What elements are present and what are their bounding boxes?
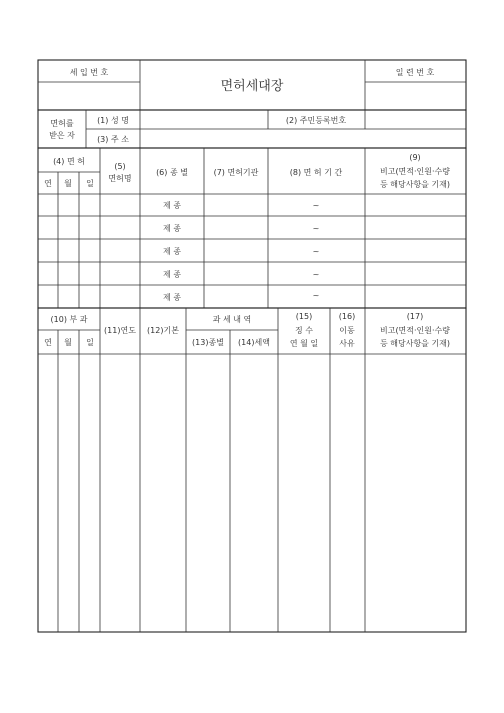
tax-table bbox=[38, 308, 466, 632]
tax-table-frame bbox=[38, 308, 466, 632]
address-field[interactable] bbox=[140, 129, 466, 148]
license-row-period-separator: ~ bbox=[312, 201, 320, 210]
collection-header-line2: 연 월 일 bbox=[289, 339, 319, 348]
licensee-section bbox=[38, 110, 466, 148]
license-table bbox=[38, 148, 466, 308]
levy-month-header: 월 bbox=[64, 338, 72, 347]
collection-header-no: (15) bbox=[295, 312, 313, 321]
resident-number-field[interactable] bbox=[365, 110, 466, 129]
levy-header: (10) 부 과 bbox=[50, 315, 88, 324]
license-remark-header-no: (9) bbox=[409, 153, 421, 162]
tax-remark-header-line2: 등 해당사항을 기재) bbox=[379, 339, 451, 348]
license-remark-header-line1: 비고(면적·인원·수량 bbox=[379, 167, 451, 176]
form-title: 면허세대장 bbox=[220, 79, 284, 94]
header-section bbox=[38, 60, 466, 110]
resident-number-label: (2) 주민등록번호 bbox=[285, 116, 347, 125]
license-date-header: (4) 면 허 bbox=[53, 157, 85, 166]
license-name-header-no: (5) bbox=[114, 162, 126, 171]
license-row-period-separator: ~ bbox=[312, 247, 320, 256]
license-period-header: (8) 면 허 기 간 bbox=[289, 168, 343, 177]
license-name-header: 면허명 bbox=[108, 174, 132, 183]
license-row-kind: 제 종 bbox=[163, 247, 181, 256]
license-org-header: (7) 면허기관 bbox=[213, 168, 259, 177]
license-row-kind: 제 종 bbox=[163, 270, 181, 279]
collection-header-line1: 징 수 bbox=[295, 326, 313, 335]
license-month-header: 월 bbox=[64, 179, 72, 188]
license-row-period-separator: ~ bbox=[312, 224, 320, 233]
license-row-kind: 제 종 bbox=[163, 224, 181, 233]
address-label: (3) 주 소 bbox=[97, 135, 129, 144]
levy-year-header: 연 bbox=[44, 338, 52, 347]
tax-year-header: (11)연도 bbox=[104, 326, 136, 335]
licensee-group-label-line1: 면허를 bbox=[50, 119, 74, 128]
sequence-number-label: 일 련 번 호 bbox=[395, 68, 435, 77]
transfer-reason-header-no: (16) bbox=[338, 312, 356, 321]
licensee-group-label-line2: 받은 자 bbox=[49, 131, 75, 140]
license-year-header: 연 bbox=[44, 179, 52, 188]
license-row-kind: 제 종 bbox=[163, 293, 181, 302]
license-kind-header: (6) 종 별 bbox=[156, 168, 188, 177]
license-row-kind: 제 종 bbox=[163, 201, 181, 210]
name-label: (1) 성 명 bbox=[97, 116, 129, 125]
tax-remark-header-line1: 비고(면적·인원·수량 bbox=[379, 326, 451, 335]
tax-kind-header: (13)종별 bbox=[192, 338, 224, 347]
tax-amount-header: (14)세액 bbox=[238, 338, 270, 347]
license-day-header: 일 bbox=[86, 179, 94, 188]
transfer-reason-header-line1: 이동 bbox=[339, 326, 355, 335]
serial-number-label: 세 입 번 호 bbox=[69, 68, 109, 77]
transfer-reason-header-line2: 사유 bbox=[339, 339, 355, 348]
name-field[interactable] bbox=[140, 110, 268, 129]
levy-day-header: 일 bbox=[86, 338, 94, 347]
tax-remark-header-no: (17) bbox=[406, 312, 424, 321]
license-row-period-separator: ~ bbox=[312, 291, 320, 300]
license-remark-header-line2: 등 해당사항을 기재) bbox=[379, 180, 451, 189]
tax-base-header: (12)기본 bbox=[147, 326, 179, 335]
tax-detail-header: 과 세 내 역 bbox=[212, 315, 252, 324]
license-row-period-separator: ~ bbox=[312, 270, 320, 279]
